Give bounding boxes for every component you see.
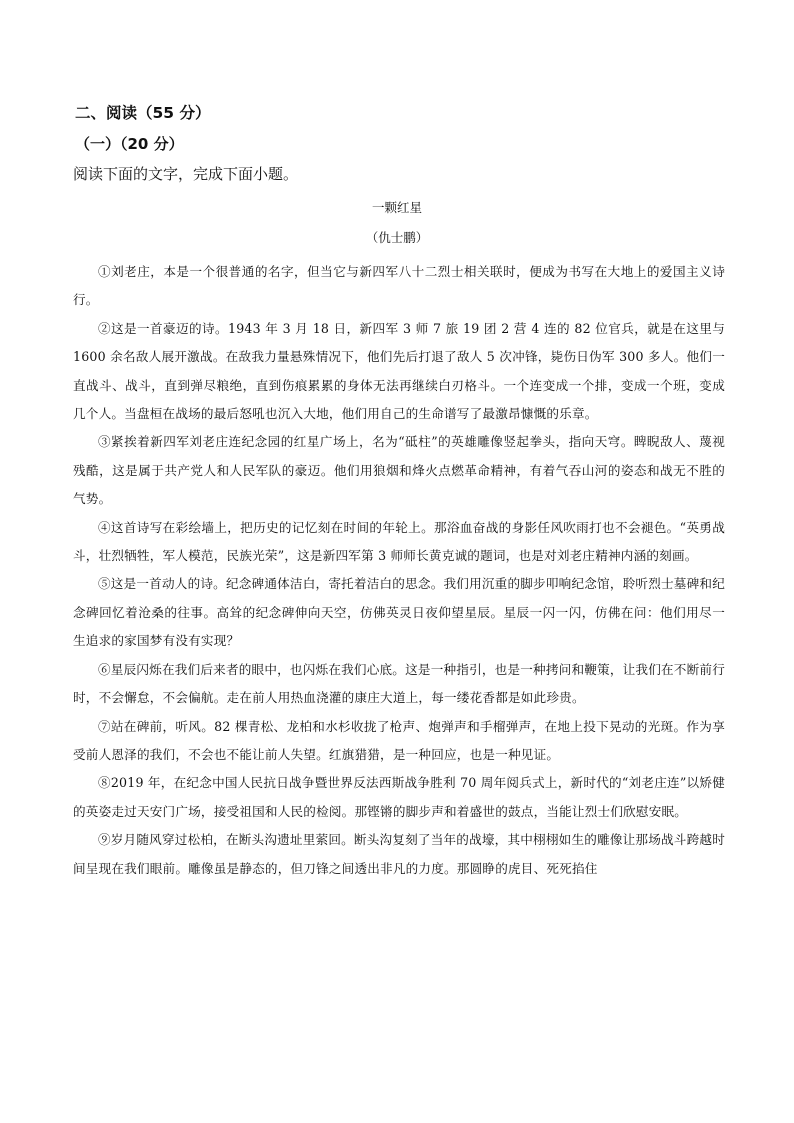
article-author: （仇士鹏）: [365, 230, 429, 245]
sub-section-title: （一）（20 分）: [75, 135, 184, 153]
paragraph-1: ①刘老庄，本是一个很普通的名字，但当它与新四军八十二烈士相关联时，便成为书写在大地上的爱国主义诗行。: [73, 264, 725, 308]
paragraph-6: ⑥星辰闪烁在我们后来者的眼中，也闪烁在我们心底。这是一种指引，也是一种拷问和鞭策，让我们在不断前行时，不会懈怠，不会偏航。走在前人用热血浇灌的康庄大道上，每一缕花香都是如此珍贵。: [73, 661, 725, 706]
section-title: 二、阅读（55 分）: [75, 104, 211, 122]
paragraph-9: ⑨岁月随风穿过松柏，在断头沟遗址里萦回。断头沟复刻了当年的战壕，其中栩栩如生的雕像让那场战斗跨越时间呈现在我们眼前。雕像虽是静态的，但刀锋之间透出非凡的力度。那圆睁的虎目、死死掐住: [73, 832, 725, 876]
paragraph-3: ③紧挨着新四军刘老庄连纪念园的红星广场上，名为“砥柱”的英雄雕像竖起拳头，指向天穹。睥睨敌人、蔑视残酷，这是属于共产党人和人民军队的豪迈。他们用狼烟和烽火点燃革命精神，有着气吞山河的姿态和战无不胜的气势。: [73, 434, 725, 507]
paragraph-4: ④这首诗写在彩绘墙上，把历史的记忆刻在时间的年轮上。那浴血奋战的身影任风吹雨打也不会褪色。“英勇战斗，壮烈牺牲，军人模范，民族光荣”，这是新四军第 3 师师长黄克诚的题词，也是对刘老庄精神内涵的刻画。: [73, 519, 725, 564]
paragraph-8: ⑧2019 年，在纪念中国人民抗日战争暨世界反法西斯战争胜利 70 周年阅兵式上，新时代的“刘老庄连”以矫健的英姿走过天安门广场，接受祖国和人民的检阅。那铿锵的脚步声和着盛世的鼓点，当能让烈士们欣慰安眠。: [73, 775, 725, 819]
paragraph-7: ⑦站在碑前，听风。82 棵青松、龙柏和水杉收拢了枪声、炮弹声和手榴弹声，在地上投下晃动的光斑。作为享受前人恩泽的我们，不会也不能让前人失望。红旗猎猎，是一种回应，也是一种见证。: [73, 718, 725, 762]
paragraph-5: ⑤这是一首动人的诗。纪念碑通体洁白，寄托着洁白的思念。我们用沉重的脚步叩响纪念馆，聆听烈士墓碑和纪念碑回忆着沧桑的往事。高耸的纪念碑伸向天空，仿佛英灵日夜仰望星辰。星辰一闪一闪，仿佛在问：他们用尽一生追求的家国梦有没有实现？: [73, 576, 725, 649]
article-body: [73, 258, 725, 883]
paragraph-2: ②这是一首豪迈的诗。1943 年 3 月 18 日，新四军 3 师 7 旅 19 团 2 营 4 连的 82 位官兵，就是在这里与 1600 余名敌人展开激战。在敌我力量悬殊情况下，他们先后打退了敌人 5 次冲锋，毙伤日伪军 300 多人。他们一直战斗、战斗，直到弹尽粮绝，直到伤痕累累的身体无法再继续白刃格斗。一个连变成一个排，变成一个班，变成几个人。当盘桓在战场的最后怒吼也沉入大地，他们用自己的生命谱写了最激昂慷慨的乐章。: [73, 320, 725, 422]
reading-instruction: 阅读下面的文字，完成下面小题。: [73, 165, 299, 183]
article-title: 一颗红星: [371, 200, 422, 215]
